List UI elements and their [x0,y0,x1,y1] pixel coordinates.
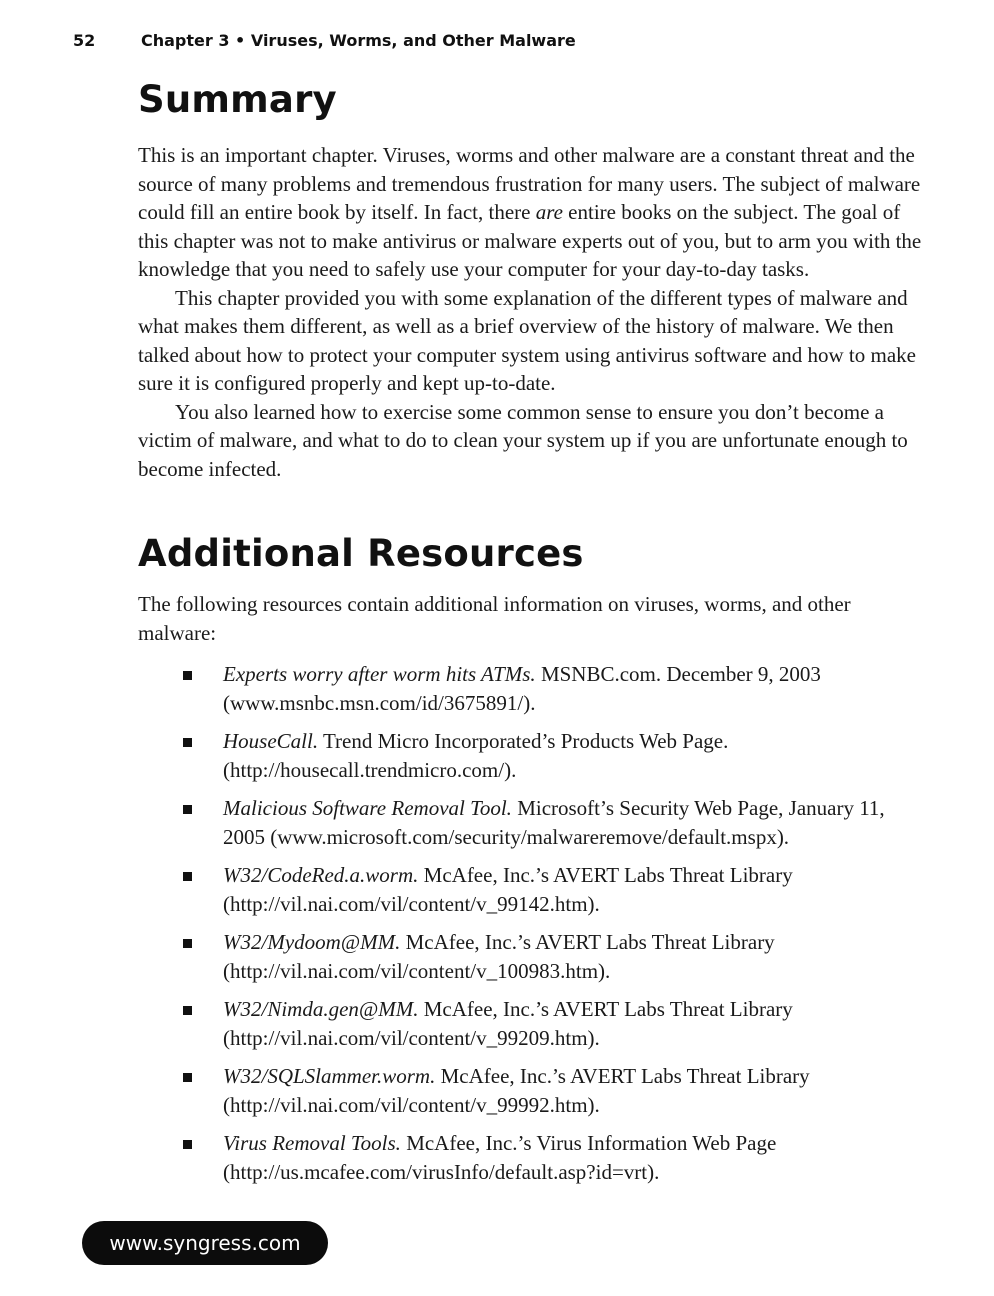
resource-text: MSNBC.com. December 9, 2003 (www.msnbc.msn.com/id/3675891/). [223,662,821,715]
page-number: 52 [73,31,96,50]
bullet-icon [183,1073,192,1082]
summary-body [138,141,928,483]
resources-list [180,660,920,1196]
bullet-icon [183,939,192,948]
resource-text: Microsoft’s Security Web Page, January 11, 2005 (www.microsoft.com/security/malwareremove/default.mspx). [223,796,885,849]
bullet-icon [183,738,192,747]
summary-heading: Summary [138,78,337,121]
summary-p1-text-b: entire books on the subject. The goal of this chapter was not to make antivirus or malware experts out of you, but to arm you with the knowledge that you need to safely use your computer for your day-to-day tasks. [138,200,922,281]
resources-intro: The following resources contain additional information on viruses, worms, and other malware: [138,592,851,645]
resource-item [180,995,920,1053]
bullet-icon [183,1140,192,1149]
bullet-icon [183,872,192,881]
resource-item [180,1062,920,1120]
resource-title: Malicious Software Removal Tool. [223,796,512,820]
bullet-icon [183,1006,192,1015]
resources-heading: Additional Resources [138,532,584,575]
resource-text: McAfee, Inc.’s AVERT Labs Threat Library (http://vil.nai.com/vil/content/v_99992.htm). [223,1064,810,1117]
bullet-icon [183,805,192,814]
resource-item [180,794,920,852]
summary-paragraph-3: You also learned how to exercise some common sense to ensure you don’t become a victim of malware, and what to do to clean your system up if you are unfortunate enough to become infected. [138,399,908,481]
resource-title: W32/Mydoom@MM. [223,930,401,954]
running-head [73,31,576,50]
summary-paragraph-2: This chapter provided you with some explanation of the different types of malware and what makes them different, as well as a brief overview of the history of malware. We then talked about how to protect your computer system using antivirus software and how to make sure it is configured properly and kept up-to-date. [138,285,916,395]
resource-title: W32/SQLSlammer.worm. [223,1064,436,1088]
resource-text: McAfee, Inc.’s AVERT Labs Threat Library (http://vil.nai.com/vil/content/v_99209.htm). [223,997,793,1050]
resource-item [180,727,920,785]
resource-text: Trend Micro Incorporated’s Products Web Page. (http://housecall.trendmicro.com/). [223,729,729,782]
footer-url-badge [82,1221,328,1265]
resource-text: McAfee, Inc.’s AVERT Labs Threat Library (http://vil.nai.com/vil/content/v_100983.htm). [223,930,775,983]
resource-title: W32/Nimda.gen@MM. [223,997,419,1021]
chapter-title: Chapter 3 • Viruses, Worms, and Other Malware [141,31,576,50]
resource-item [180,928,920,986]
summary-paragraph-1 [138,141,928,284]
resource-item [180,660,920,718]
resource-title: W32/CodeRed.a.worm. [223,863,419,887]
resource-title: Virus Removal Tools. [223,1131,401,1155]
resource-item [180,861,920,919]
resource-text: McAfee, Inc.’s AVERT Labs Threat Library (http://vil.nai.com/vil/content/v_99142.htm). [223,863,793,916]
summary-p1-text-a: This is an important chapter. Viruses, worms and other malware are a constant threat and the source of many problems and tremendous frustration for many users. The subject of malware could fill an entire book by itself. In fact, there [138,143,921,224]
resource-title: HouseCall. [223,729,319,753]
resource-title: Experts worry after worm hits ATMs. [223,662,536,686]
summary-p1-emphasis: are [535,200,563,224]
resource-item [180,1129,920,1187]
footer-url: www.syngress.com [109,1231,301,1255]
resource-text: McAfee, Inc.’s Virus Information Web Page (http://us.mcafee.com/virusInfo/default.asp?id=vrt). [223,1131,777,1184]
bullet-icon [183,671,192,680]
